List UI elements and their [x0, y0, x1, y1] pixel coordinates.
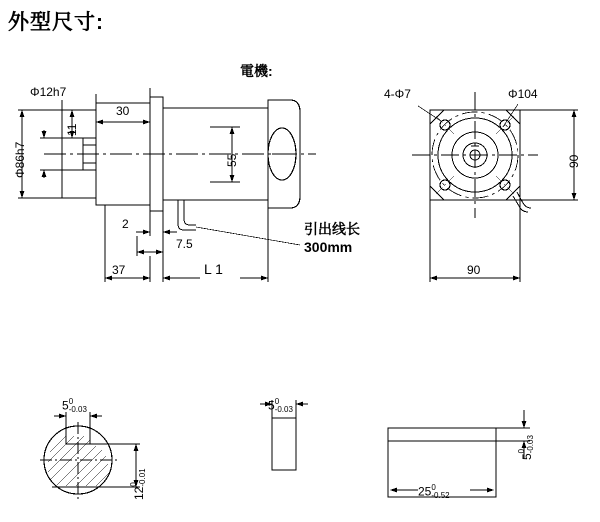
shaft-diameter-label: Φ12h7	[30, 85, 67, 99]
dim-11-label: 11	[65, 123, 79, 136]
front-width-label: 90	[467, 263, 481, 277]
key-height-dim	[518, 435, 536, 460]
key-length-value: 25	[418, 484, 432, 499]
shaft-flat-upper: 0	[129, 482, 139, 487]
shaft-flat-dim	[130, 468, 148, 500]
key-height-lower: -0.03	[525, 435, 535, 454]
lead-wire-label-line1: 引出线长	[304, 221, 360, 237]
front-height-label: 90	[567, 154, 581, 168]
flange-diameter-label: Φ86h7	[13, 141, 27, 178]
key-width-2-upper: 0	[274, 397, 280, 406]
dim-55-label: 55	[225, 153, 239, 167]
key-width-2-lower: -0.03	[274, 405, 293, 415]
key-width-1-lower: -0.03	[68, 405, 87, 415]
bolt-holes-label: 4-Φ7	[384, 87, 411, 101]
key-height-upper: 0	[517, 448, 527, 454]
shaft-flat-value: 12	[132, 486, 146, 500]
key-width-2-value: 5	[268, 398, 275, 413]
motor-label: 電機:	[240, 63, 273, 79]
shaft-flat-lower: -0.01	[137, 468, 147, 487]
key-height-value: 5	[520, 453, 534, 460]
key-length-dim	[418, 484, 450, 501]
dim-2-label: 2	[122, 217, 129, 231]
dim-30-label: 30	[116, 104, 130, 118]
page-title: 外型尺寸:	[8, 11, 104, 34]
key-width-1-dim	[62, 398, 87, 415]
dim-37-label: 37	[112, 263, 126, 277]
dim-L1-label: L 1	[204, 261, 223, 277]
key-length-lower: -0.52	[431, 491, 450, 501]
lead-wire-label-line2: 300mm	[304, 239, 353, 255]
key-length-upper: 0	[431, 483, 436, 492]
key-width-1-upper: 0	[68, 397, 74, 406]
dim-7_5-label: 7.5	[176, 237, 193, 251]
key-width-2-dim	[268, 398, 293, 415]
pcd-label: Φ104	[508, 87, 538, 101]
key-width-1-value: 5	[62, 398, 69, 413]
